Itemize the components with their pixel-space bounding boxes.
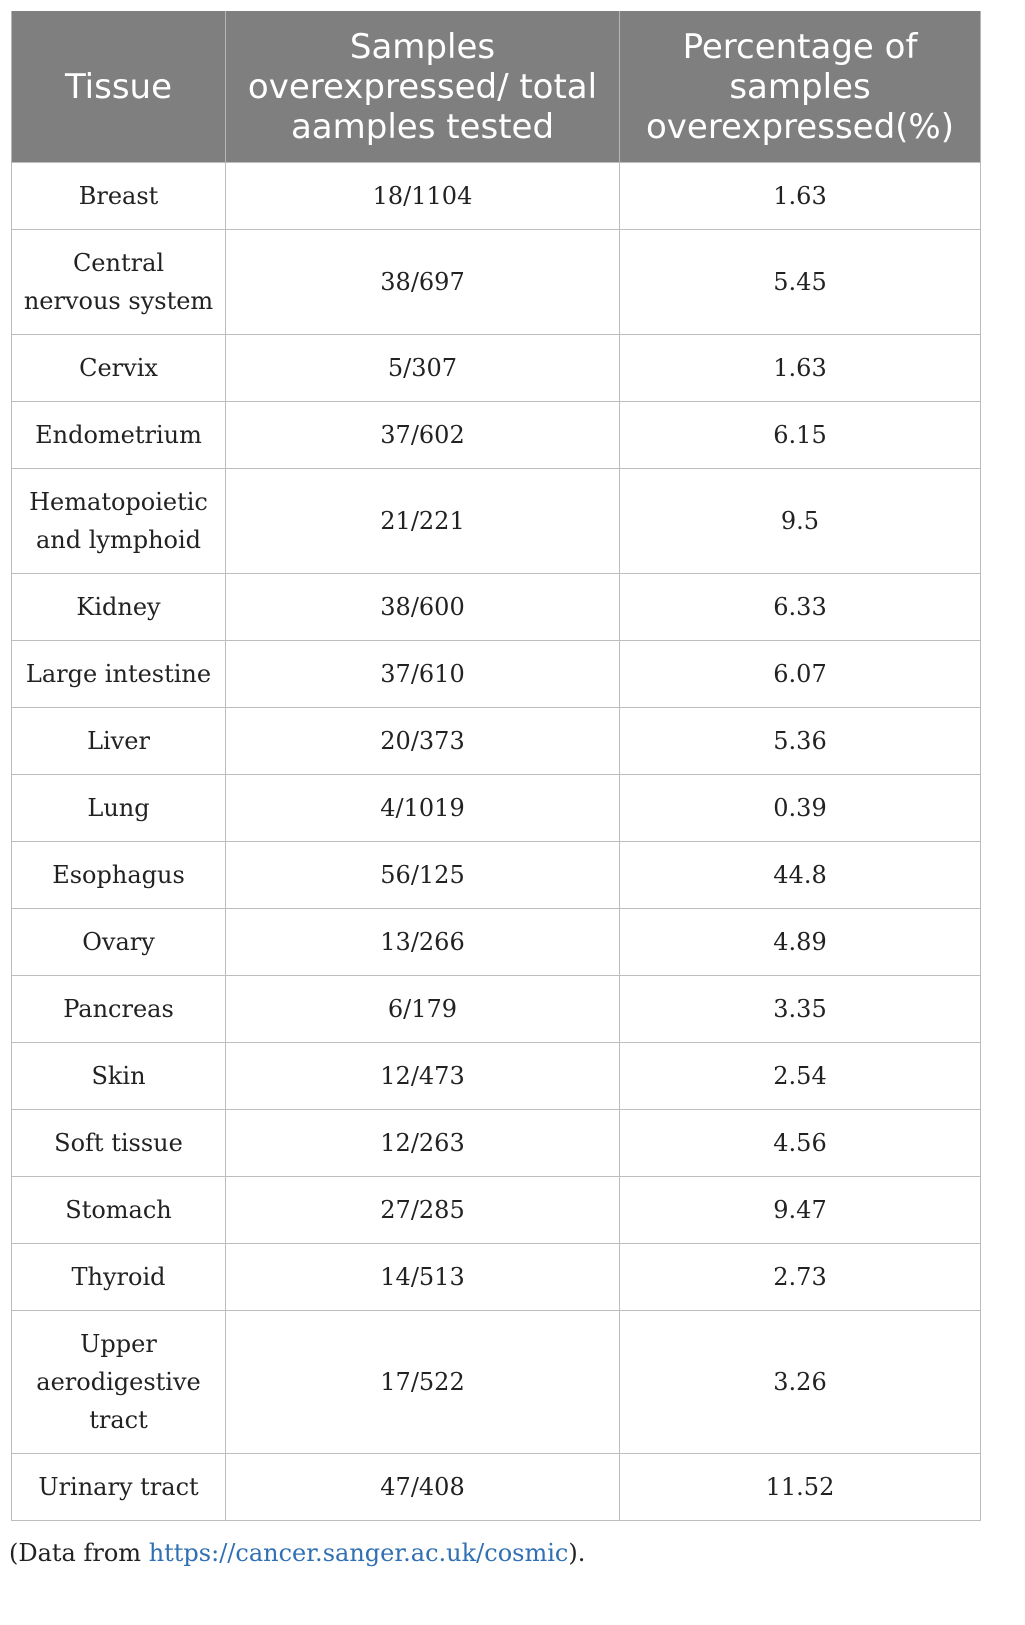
tissue-cell: Esophagus [12,842,226,909]
tissue-cell: Hematopoietic and lymphoid [12,469,226,574]
table-row [12,842,981,909]
ratio-cell: 21/221 [226,469,620,574]
tissue-cell: Endometrium [12,402,226,469]
tissue-cell: Upper aerodigestive tract [12,1311,226,1454]
table-row [12,574,981,641]
tissue-cell: Central nervous system [12,230,226,335]
percent-cell: 4.56 [620,1110,981,1177]
percent-cell: 4.89 [620,909,981,976]
ratio-cell: 6/179 [226,976,620,1043]
table-row [12,708,981,775]
percent-cell: 1.63 [620,163,981,230]
percent-cell: 1.63 [620,335,981,402]
tissue-cell: Large intestine [12,641,226,708]
percent-cell: 9.5 [620,469,981,574]
tissue-overexpression-table [11,11,981,1521]
ratio-cell: 12/473 [226,1043,620,1110]
ratio-cell: 18/1104 [226,163,620,230]
percent-cell: 6.15 [620,402,981,469]
ratio-cell: 14/513 [226,1244,620,1311]
tissue-cell: Stomach [12,1177,226,1244]
percent-cell: 5.45 [620,230,981,335]
table-row [12,641,981,708]
percent-cell: 6.07 [620,641,981,708]
tissue-cell: Urinary tract [12,1454,226,1521]
data-table-container [11,11,980,1521]
ratio-cell: 56/125 [226,842,620,909]
ratio-cell: 37/610 [226,641,620,708]
tissue-cell: Liver [12,708,226,775]
ratio-cell: 5/307 [226,335,620,402]
table-row [12,469,981,574]
tissue-cell: Breast [12,163,226,230]
percent-cell: 5.36 [620,708,981,775]
table-row [12,163,981,230]
tissue-cell: Kidney [12,574,226,641]
ratio-cell: 27/285 [226,1177,620,1244]
tissue-cell: Thyroid [12,1244,226,1311]
table-row [12,1110,981,1177]
ratio-cell: 4/1019 [226,775,620,842]
table-row [12,1043,981,1110]
percent-cell: 11.52 [620,1454,981,1521]
table-row [12,775,981,842]
table-row [12,1311,981,1454]
ratio-cell: 12/263 [226,1110,620,1177]
header-row [12,11,981,163]
ratio-cell: 37/602 [226,402,620,469]
header-samples-ratio: Samples overexpressed/ total aamples tested [226,11,620,163]
table-row [12,909,981,976]
percent-cell: 2.73 [620,1244,981,1311]
ratio-cell: 38/697 [226,230,620,335]
percent-cell: 0.39 [620,775,981,842]
table-row [12,230,981,335]
tissue-cell: Lung [12,775,226,842]
table-row [12,1244,981,1311]
table-row [12,402,981,469]
ratio-cell: 20/373 [226,708,620,775]
percent-cell: 2.54 [620,1043,981,1110]
percent-cell: 9.47 [620,1177,981,1244]
percent-cell: 44.8 [620,842,981,909]
percent-cell: 6.33 [620,574,981,641]
footnote-suffix: ). [568,1539,586,1567]
header-tissue: Tissue [12,11,226,163]
footnote-prefix: (Data from [9,1539,149,1567]
percent-cell: 3.26 [620,1311,981,1454]
tissue-cell: Pancreas [12,976,226,1043]
table-row [12,1177,981,1244]
table-row [12,335,981,402]
table-row [12,976,981,1043]
tissue-cell: Cervix [12,335,226,402]
tissue-cell: Soft tissue [12,1110,226,1177]
ratio-cell: 38/600 [226,574,620,641]
table-footnote [9,1538,585,1568]
tissue-cell: Ovary [12,909,226,976]
table-row [12,1454,981,1521]
header-percentage: Percentage of samples overexpressed(%) [620,11,981,163]
cosmic-source-link[interactable]: https://cancer.sanger.ac.uk/cosmic [148,1539,569,1567]
percent-cell: 3.35 [620,976,981,1043]
ratio-cell: 13/266 [226,909,620,976]
ratio-cell: 47/408 [226,1454,620,1521]
tissue-cell: Skin [12,1043,226,1110]
ratio-cell: 17/522 [226,1311,620,1454]
